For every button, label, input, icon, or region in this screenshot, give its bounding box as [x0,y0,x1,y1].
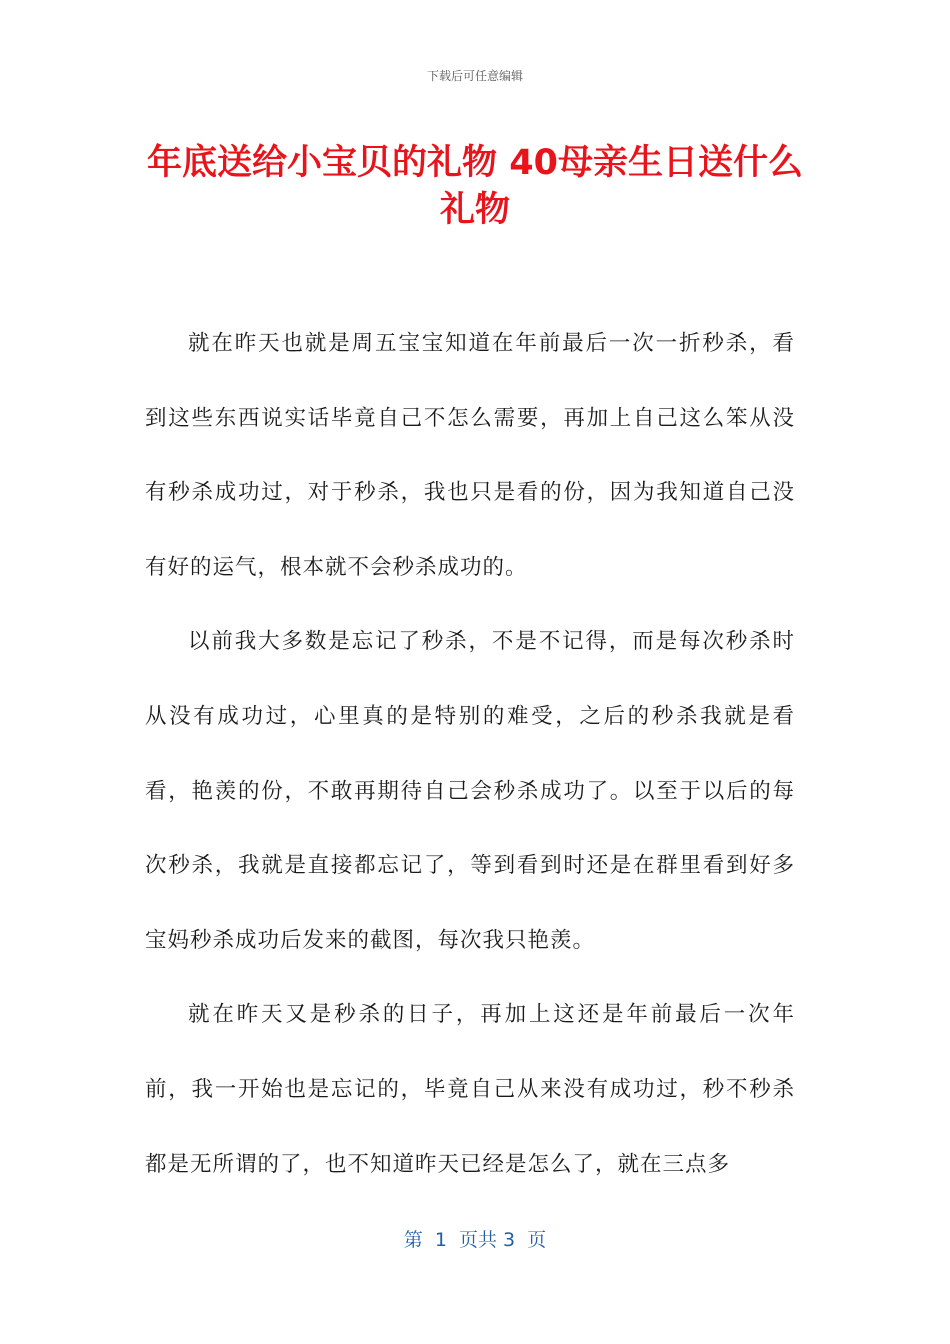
header-note: 下载后可任意编辑 [426,69,523,83]
document-body [145,307,795,1202]
page-number-footer: 第 1 页共 3 页 [403,1229,547,1251]
paragraph-1: 就在昨天也就是周五宝宝知道在年前最后一次一折秒杀，看到这些东西说实话毕竟自己不怎么需要，再加上自己这么笨从没有秒杀成功过，对于秒杀，我也只是看的份，因为我知道自己没有好的运气，根本就不会秒杀成功的。 [145,331,795,580]
paragraph-2: 以前我大多数是忘记了秒杀，不是不记得，而是每次秒杀时从没有成功过，心里真的是特别的难受，之后的秒杀我就是看看，艳羡的份，不敢再期待自己会秒杀成功了。以至于以后的每次秒杀，我就是直接都忘记了，等到看到时还是在群里看到好多宝妈秒杀成功后发来的截图，每次我只艳羡。 [145,629,795,953]
document-title: 年底送给小宝贝的礼物 40母亲生日送什么礼物 [147,143,803,230]
paragraph-3: 就在昨天又是秒杀的日子，再加上这还是年前最后一次年前，我一开始也是忘记的，毕竟自己从来没有成功过，秒不秒杀都是无所谓的了，也不知道昨天已经是怎么了，就在三点多 [145,1002,795,1177]
